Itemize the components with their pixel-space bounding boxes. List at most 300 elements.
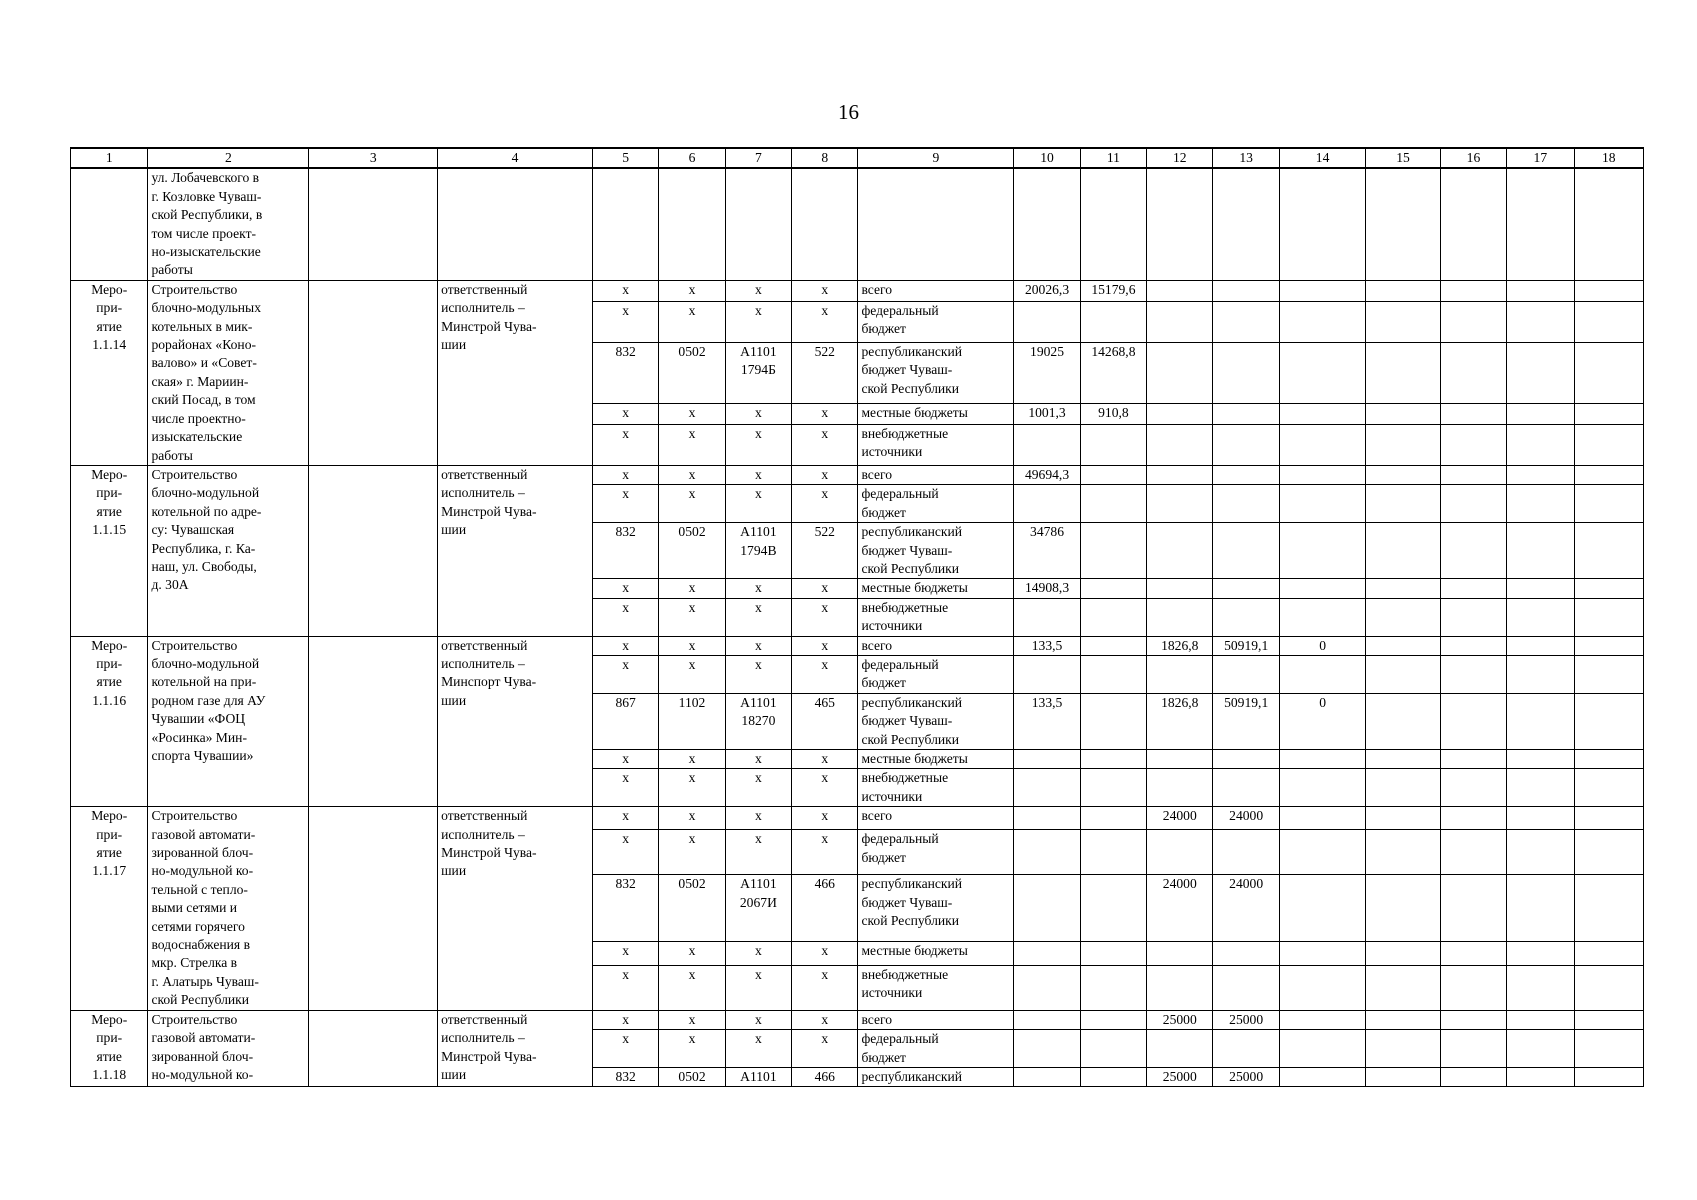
- funding-source: местные бюджеты: [858, 403, 1014, 424]
- value-col-13: [1213, 830, 1279, 875]
- section-code: 0502: [659, 342, 725, 403]
- value-col-17: [1507, 655, 1574, 693]
- value-col-12: [1147, 403, 1213, 424]
- section-code: x: [659, 465, 725, 484]
- value-col-11: [1080, 830, 1146, 875]
- value-col-14: 0: [1279, 693, 1365, 749]
- value-col-14: [1279, 769, 1365, 807]
- column-number-header: 15: [1366, 148, 1440, 168]
- value-col-17: [1507, 403, 1574, 424]
- section-code: 0502: [659, 875, 725, 942]
- value-col-17: [1507, 485, 1574, 523]
- value-col-18: [1574, 342, 1644, 403]
- value-col-16: [1440, 769, 1506, 807]
- expense-type-code: x: [792, 655, 858, 693]
- gr-code: x: [592, 485, 658, 523]
- gr-code: x: [592, 655, 658, 693]
- column-number-header: 11: [1080, 148, 1146, 168]
- funding-source: внебюджетные источники: [858, 965, 1014, 1010]
- value-col-15: [1366, 636, 1440, 655]
- expense-type-code: x: [792, 579, 858, 598]
- table-row: [71, 280, 1644, 301]
- gr-code: 832: [592, 523, 658, 579]
- section-code: x: [659, 965, 725, 1010]
- value-col-14: [1279, 403, 1365, 424]
- value-col-11: [1080, 807, 1146, 830]
- value-col-11: [1080, 465, 1146, 484]
- target-article-code: А1101 1794В: [725, 523, 791, 579]
- value-col-10: [1014, 942, 1080, 965]
- value-col-10: 14908,3: [1014, 579, 1080, 598]
- value-col-17: [1507, 1030, 1574, 1068]
- target-article-code: А1101 2067И: [725, 875, 791, 942]
- value-col-11: [1080, 485, 1146, 523]
- column-number-row: [71, 148, 1644, 168]
- value-col-13: [1213, 965, 1279, 1010]
- expense-type-code: x: [792, 1010, 858, 1029]
- continuation-row: [71, 168, 1644, 280]
- value-col-12: [1147, 523, 1213, 579]
- measure-id: Меро- при- ятие 1.1.17: [71, 807, 148, 1010]
- target-article-code: x: [725, 403, 791, 424]
- funding-source: местные бюджеты: [858, 942, 1014, 965]
- value-col-16: [1440, 807, 1506, 830]
- empty-cell: [309, 168, 438, 280]
- value-col-18: [1574, 403, 1644, 424]
- gr-code: x: [592, 465, 658, 484]
- value-col-18: [1574, 965, 1644, 1010]
- empty-cell: [1147, 168, 1213, 280]
- value-col-13: [1213, 1030, 1279, 1068]
- value-col-10: [1014, 1067, 1080, 1086]
- gr-code: x: [592, 769, 658, 807]
- value-col-11: [1080, 579, 1146, 598]
- value-col-18: [1574, 424, 1644, 465]
- value-col-11: [1080, 523, 1146, 579]
- value-col-13: 50919,1: [1213, 636, 1279, 655]
- empty-cell: [309, 1010, 438, 1087]
- table-row: [71, 1010, 1644, 1029]
- value-col-17: [1507, 465, 1574, 484]
- target-article-code: x: [725, 807, 791, 830]
- value-col-15: [1366, 830, 1440, 875]
- column-number-header: 18: [1574, 148, 1644, 168]
- value-col-16: [1440, 403, 1506, 424]
- value-col-12: [1147, 465, 1213, 484]
- target-article-code: x: [725, 485, 791, 523]
- value-col-14: [1279, 523, 1365, 579]
- table-row: [71, 636, 1644, 655]
- section-code: 1102: [659, 693, 725, 749]
- expense-type-code: x: [792, 1030, 858, 1068]
- empty-cell: [1080, 168, 1146, 280]
- value-col-13: [1213, 342, 1279, 403]
- value-col-17: [1507, 523, 1574, 579]
- value-col-14: [1279, 280, 1365, 301]
- value-col-15: [1366, 769, 1440, 807]
- column-number-header: 2: [148, 148, 309, 168]
- target-article-code: x: [725, 965, 791, 1010]
- target-article-code: x: [725, 424, 791, 465]
- value-col-13: 24000: [1213, 807, 1279, 830]
- value-col-10: 49694,3: [1014, 465, 1080, 484]
- target-article-code: x: [725, 769, 791, 807]
- value-col-15: [1366, 655, 1440, 693]
- value-col-16: [1440, 875, 1506, 942]
- value-col-17: [1507, 693, 1574, 749]
- value-col-10: 133,5: [1014, 693, 1080, 749]
- value-col-16: [1440, 424, 1506, 465]
- value-col-14: [1279, 750, 1365, 769]
- value-col-12: [1147, 424, 1213, 465]
- gr-code: x: [592, 1010, 658, 1029]
- column-number-header: 12: [1147, 148, 1213, 168]
- target-article-code: x: [725, 1030, 791, 1068]
- value-col-13: [1213, 403, 1279, 424]
- responsible-executor: ответственный исполнитель – Минстрой Чува- шии: [438, 1010, 593, 1087]
- expense-type-code: x: [792, 598, 858, 636]
- measure-name: Строительство блочно-модульной котельной на при- родном газе для АУ Чувашии «ФОЦ «Росинка» Мин- спорта Чувашии»: [148, 636, 309, 807]
- value-col-10: [1014, 830, 1080, 875]
- value-col-11: [1080, 636, 1146, 655]
- expense-type-code: x: [792, 965, 858, 1010]
- funding-source: местные бюджеты: [858, 750, 1014, 769]
- empty-cell: [309, 280, 438, 465]
- value-col-10: [1014, 807, 1080, 830]
- value-col-15: [1366, 693, 1440, 749]
- empty-cell: [858, 168, 1014, 280]
- value-col-15: [1366, 523, 1440, 579]
- empty-cell: [592, 168, 658, 280]
- value-col-14: [1279, 598, 1365, 636]
- value-col-10: [1014, 655, 1080, 693]
- value-col-16: [1440, 465, 1506, 484]
- funding-source: всего: [858, 636, 1014, 655]
- value-col-17: [1507, 830, 1574, 875]
- measure-name: Строительство блочно-модульных котельных в мик- рорайонах «Коно- валово» и «Совет- ская» г. Мариин- ский Посад, в том числе проектно- изыскательские работы: [148, 280, 309, 465]
- section-code: x: [659, 769, 725, 807]
- value-col-17: [1507, 579, 1574, 598]
- value-col-15: [1366, 965, 1440, 1010]
- value-col-12: [1147, 830, 1213, 875]
- value-col-12: [1147, 769, 1213, 807]
- measure-name: Строительство блочно-модульной котельной по адре- су: Чувашская Республика, г. Ка- наш, ул. Свободы, д. 30А: [148, 465, 309, 636]
- column-number-header: 4: [438, 148, 593, 168]
- gr-code: x: [592, 403, 658, 424]
- target-article-code: А1101: [725, 1067, 791, 1086]
- value-col-11: [1080, 942, 1146, 965]
- gr-code: x: [592, 965, 658, 1010]
- measure-id: Меро- при- ятие 1.1.18: [71, 1010, 148, 1087]
- value-col-11: [1080, 301, 1146, 342]
- value-col-16: [1440, 280, 1506, 301]
- target-article-code: x: [725, 830, 791, 875]
- page-number: 16: [838, 100, 859, 124]
- value-col-16: [1440, 636, 1506, 655]
- section-code: x: [659, 424, 725, 465]
- column-number-header: 1: [71, 148, 148, 168]
- value-col-12: 1826,8: [1147, 636, 1213, 655]
- value-col-13: [1213, 485, 1279, 523]
- value-col-16: [1440, 965, 1506, 1010]
- value-col-18: [1574, 598, 1644, 636]
- value-col-16: [1440, 942, 1506, 965]
- expense-type-code: x: [792, 403, 858, 424]
- value-col-14: [1279, 942, 1365, 965]
- gr-code: 832: [592, 342, 658, 403]
- value-col-17: [1507, 342, 1574, 403]
- section-code: 0502: [659, 1067, 725, 1086]
- gr-code: 867: [592, 693, 658, 749]
- column-number-header: 7: [725, 148, 791, 168]
- funding-source: федеральный бюджет: [858, 655, 1014, 693]
- funding-source: республиканский: [858, 1067, 1014, 1086]
- funding-source: внебюджетные источники: [858, 598, 1014, 636]
- table-row: [71, 465, 1644, 484]
- empty-cell: [71, 168, 148, 280]
- measure-name-continuation: ул. Лобачевского в г. Козловке Чуваш- ской Республики, в том числе проект- но-изыскательские работы: [148, 168, 309, 280]
- gr-code: x: [592, 1030, 658, 1068]
- value-col-14: [1279, 1030, 1365, 1068]
- value-col-15: [1366, 750, 1440, 769]
- value-col-17: [1507, 769, 1574, 807]
- value-col-18: [1574, 485, 1644, 523]
- value-col-16: [1440, 301, 1506, 342]
- value-col-18: [1574, 579, 1644, 598]
- value-col-15: [1366, 342, 1440, 403]
- value-col-18: [1574, 942, 1644, 965]
- target-article-code: x: [725, 636, 791, 655]
- column-number-header: 10: [1014, 148, 1080, 168]
- value-col-17: [1507, 807, 1574, 830]
- value-col-10: [1014, 485, 1080, 523]
- expense-type-code: x: [792, 485, 858, 523]
- empty-cell: [1279, 168, 1365, 280]
- value-col-12: [1147, 942, 1213, 965]
- value-col-16: [1440, 1067, 1506, 1086]
- gr-code: x: [592, 598, 658, 636]
- value-col-18: [1574, 693, 1644, 749]
- table-row: [71, 807, 1644, 830]
- empty-cell: [438, 168, 593, 280]
- value-col-15: [1366, 301, 1440, 342]
- value-col-14: [1279, 1067, 1365, 1086]
- value-col-18: [1574, 465, 1644, 484]
- section-code: x: [659, 830, 725, 875]
- value-col-13: [1213, 579, 1279, 598]
- value-col-17: [1507, 875, 1574, 942]
- value-col-14: [1279, 655, 1365, 693]
- value-col-11: [1080, 769, 1146, 807]
- value-col-10: [1014, 598, 1080, 636]
- value-col-13: [1213, 942, 1279, 965]
- value-col-17: [1507, 301, 1574, 342]
- gr-code: x: [592, 830, 658, 875]
- funding-source: республиканский бюджет Чуваш- ской Республики: [858, 523, 1014, 579]
- value-col-17: [1507, 1067, 1574, 1086]
- funding-source: местные бюджеты: [858, 579, 1014, 598]
- value-col-10: 20026,3: [1014, 280, 1080, 301]
- value-col-14: [1279, 965, 1365, 1010]
- value-col-13: 25000: [1213, 1067, 1279, 1086]
- funding-source: всего: [858, 807, 1014, 830]
- value-col-10: [1014, 301, 1080, 342]
- funding-source: всего: [858, 465, 1014, 484]
- value-col-10: [1014, 769, 1080, 807]
- section-code: x: [659, 1010, 725, 1029]
- value-col-12: 24000: [1147, 807, 1213, 830]
- target-article-code: x: [725, 301, 791, 342]
- measure-id: Меро- при- ятие 1.1.15: [71, 465, 148, 636]
- value-col-14: [1279, 1010, 1365, 1029]
- value-col-18: [1574, 1067, 1644, 1086]
- value-col-14: [1279, 579, 1365, 598]
- column-number-header: 6: [659, 148, 725, 168]
- gr-code: 832: [592, 875, 658, 942]
- budget-table: [70, 147, 1644, 1087]
- value-col-12: 25000: [1147, 1010, 1213, 1029]
- value-col-10: [1014, 1010, 1080, 1029]
- value-col-12: [1147, 579, 1213, 598]
- value-col-14: [1279, 830, 1365, 875]
- value-col-12: [1147, 280, 1213, 301]
- value-col-17: [1507, 750, 1574, 769]
- funding-source: всего: [858, 280, 1014, 301]
- value-col-11: [1080, 965, 1146, 1010]
- value-col-18: [1574, 636, 1644, 655]
- value-col-12: [1147, 750, 1213, 769]
- value-col-18: [1574, 807, 1644, 830]
- section-code: x: [659, 280, 725, 301]
- gr-code: x: [592, 807, 658, 830]
- value-col-13: 24000: [1213, 875, 1279, 942]
- measure-name: Строительство газовой автомати- зированной блоч- но-модульной ко-: [148, 1010, 309, 1087]
- value-col-12: [1147, 301, 1213, 342]
- empty-cell: [309, 465, 438, 636]
- expense-type-code: x: [792, 769, 858, 807]
- expense-type-code: x: [792, 830, 858, 875]
- value-col-15: [1366, 1067, 1440, 1086]
- funding-source: республиканский бюджет Чуваш- ской Республики: [858, 342, 1014, 403]
- value-col-12: 25000: [1147, 1067, 1213, 1086]
- value-col-13: [1213, 301, 1279, 342]
- value-col-10: 133,5: [1014, 636, 1080, 655]
- value-col-10: 19025: [1014, 342, 1080, 403]
- value-col-17: [1507, 636, 1574, 655]
- value-col-11: 14268,8: [1080, 342, 1146, 403]
- section-code: 0502: [659, 523, 725, 579]
- value-col-10: [1014, 750, 1080, 769]
- column-number-header: 5: [592, 148, 658, 168]
- column-number-header: 14: [1279, 148, 1365, 168]
- value-col-13: [1213, 523, 1279, 579]
- value-col-11: [1080, 424, 1146, 465]
- column-number-header: 13: [1213, 148, 1279, 168]
- value-col-17: [1507, 965, 1574, 1010]
- funding-source: всего: [858, 1010, 1014, 1029]
- value-col-10: [1014, 965, 1080, 1010]
- value-col-16: [1440, 830, 1506, 875]
- value-col-13: [1213, 280, 1279, 301]
- value-col-16: [1440, 598, 1506, 636]
- value-col-11: [1080, 875, 1146, 942]
- section-code: x: [659, 750, 725, 769]
- value-col-14: [1279, 485, 1365, 523]
- empty-cell: [1213, 168, 1279, 280]
- funding-source: республиканский бюджет Чуваш- ской Республики: [858, 875, 1014, 942]
- section-code: x: [659, 636, 725, 655]
- target-article-code: x: [725, 655, 791, 693]
- value-col-15: [1366, 465, 1440, 484]
- target-article-code: А1101 1794Б: [725, 342, 791, 403]
- gr-code: x: [592, 942, 658, 965]
- expense-type-code: 466: [792, 1067, 858, 1086]
- value-col-15: [1366, 280, 1440, 301]
- value-col-16: [1440, 579, 1506, 598]
- value-col-13: [1213, 750, 1279, 769]
- empty-cell: [1507, 168, 1574, 280]
- gr-code: x: [592, 280, 658, 301]
- value-col-18: [1574, 830, 1644, 875]
- value-col-11: [1080, 1067, 1146, 1086]
- value-col-13: 50919,1: [1213, 693, 1279, 749]
- responsible-executor: ответственный исполнитель – Минстрой Чува- шии: [438, 280, 593, 465]
- value-col-15: [1366, 403, 1440, 424]
- section-code: x: [659, 1030, 725, 1068]
- expense-type-code: x: [792, 807, 858, 830]
- value-col-10: 34786: [1014, 523, 1080, 579]
- value-col-15: [1366, 807, 1440, 830]
- target-article-code: x: [725, 579, 791, 598]
- value-col-18: [1574, 301, 1644, 342]
- value-col-13: [1213, 598, 1279, 636]
- value-col-15: [1366, 1010, 1440, 1029]
- value-col-18: [1574, 875, 1644, 942]
- target-article-code: x: [725, 598, 791, 636]
- expense-type-code: 522: [792, 523, 858, 579]
- expense-type-code: 466: [792, 875, 858, 942]
- value-col-11: [1080, 1010, 1146, 1029]
- expense-type-code: x: [792, 301, 858, 342]
- value-col-15: [1366, 485, 1440, 523]
- value-col-17: [1507, 598, 1574, 636]
- value-col-17: [1507, 424, 1574, 465]
- value-col-13: [1213, 424, 1279, 465]
- measure-id: Меро- при- ятие 1.1.16: [71, 636, 148, 807]
- section-code: x: [659, 485, 725, 523]
- value-col-16: [1440, 523, 1506, 579]
- value-col-11: [1080, 693, 1146, 749]
- value-col-14: [1279, 807, 1365, 830]
- value-col-10: 1001,3: [1014, 403, 1080, 424]
- value-col-12: 24000: [1147, 875, 1213, 942]
- value-col-16: [1440, 1010, 1506, 1029]
- value-col-12: [1147, 655, 1213, 693]
- section-code: x: [659, 807, 725, 830]
- target-article-code: x: [725, 942, 791, 965]
- funding-source: внебюджетные источники: [858, 769, 1014, 807]
- value-col-16: [1440, 1030, 1506, 1068]
- measure-name: Строительство газовой автомати- зированной блоч- но-модульной ко- тельной с тепло- выми сетями и сетями горячего водоснабжения в мкр. Стрелка в г. Алатырь Чуваш- ской Республики: [148, 807, 309, 1010]
- section-code: x: [659, 655, 725, 693]
- value-col-11: [1080, 750, 1146, 769]
- value-col-14: 0: [1279, 636, 1365, 655]
- expense-type-code: 465: [792, 693, 858, 749]
- empty-cell: [1440, 168, 1506, 280]
- expense-type-code: x: [792, 424, 858, 465]
- value-col-18: [1574, 1010, 1644, 1029]
- value-col-16: [1440, 342, 1506, 403]
